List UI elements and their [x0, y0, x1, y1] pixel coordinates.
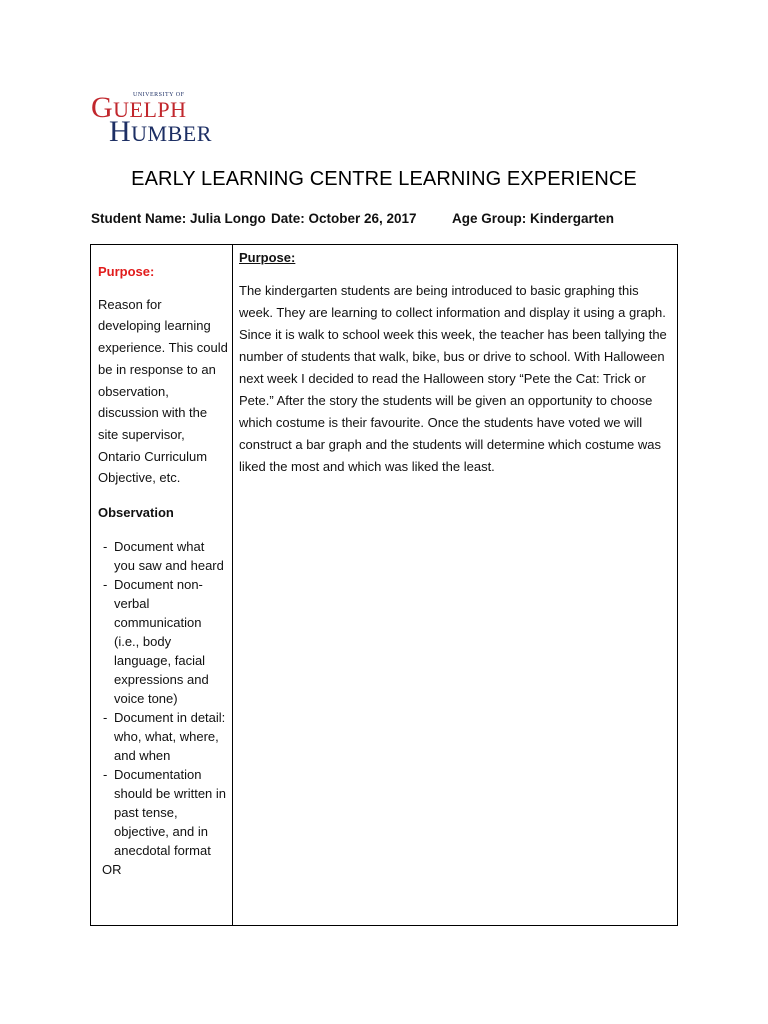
- logo-humber-rest: UMBER: [131, 121, 212, 146]
- logo-university-of: UNIVERSITY OF: [133, 92, 185, 98]
- university-logo: [90, 92, 230, 148]
- guidance-purpose-label: Purpose:: [98, 264, 155, 279]
- purpose-reason-text: Reason for developing learning experience. This could be in response to an observation, discussion with the site supervisor, Ontario Curriculum Objective, etc.: [98, 296, 228, 486]
- document-date: Date: October 26, 2017: [271, 211, 417, 226]
- response-column: [239, 247, 673, 478]
- observation-bullets: [98, 537, 228, 860]
- logo-guelph-rest: UELPH: [113, 97, 187, 122]
- logo-humber: [109, 117, 212, 149]
- observation-label: Observation: [98, 505, 174, 521]
- list-item: - Documentation should be written in past tense, objective, and in anecdotal format: [98, 765, 228, 860]
- list-item: - Document in detail: who, what, where, and when: [98, 708, 228, 765]
- column-divider: [232, 245, 233, 925]
- response-purpose-label: Purpose:: [239, 250, 296, 265]
- or-text: OR: [102, 861, 122, 877]
- logo-guelph-initial: G: [91, 91, 114, 124]
- learning-experience-table: [90, 244, 678, 926]
- guidance-column: [98, 261, 228, 879]
- list-item: - Document non-verbal communication (i.e., body language, facial expressions and voice tone): [98, 575, 228, 708]
- logo-humber-initial: H: [109, 115, 132, 148]
- list-item: - Document what you saw and heard: [98, 537, 228, 575]
- age-group: Age Group: Kindergarten: [452, 211, 615, 226]
- student-name: Student Name: Julia Longo: [91, 211, 266, 226]
- document-title: EARLY LEARNING CENTRE LEARNING EXPERIENCE: [131, 168, 637, 190]
- response-purpose-text: The kindergarten students are being introduced to basic graphing this week. They are learning to collect information and display it using a graph. Since it is walk to school week this week, the teacher has been tallying the number of students that walk, bike, bus or drive to school. With Halloween next week I decided to read the Halloween story “Pete the Cat: Trick or Pete.” After the story the students will be given an opportunity to choose which costume is their favourite. Once the students have voted we will construct a bar graph and the students will determine which costume was liked the most and which was liked the least.: [239, 283, 667, 474]
